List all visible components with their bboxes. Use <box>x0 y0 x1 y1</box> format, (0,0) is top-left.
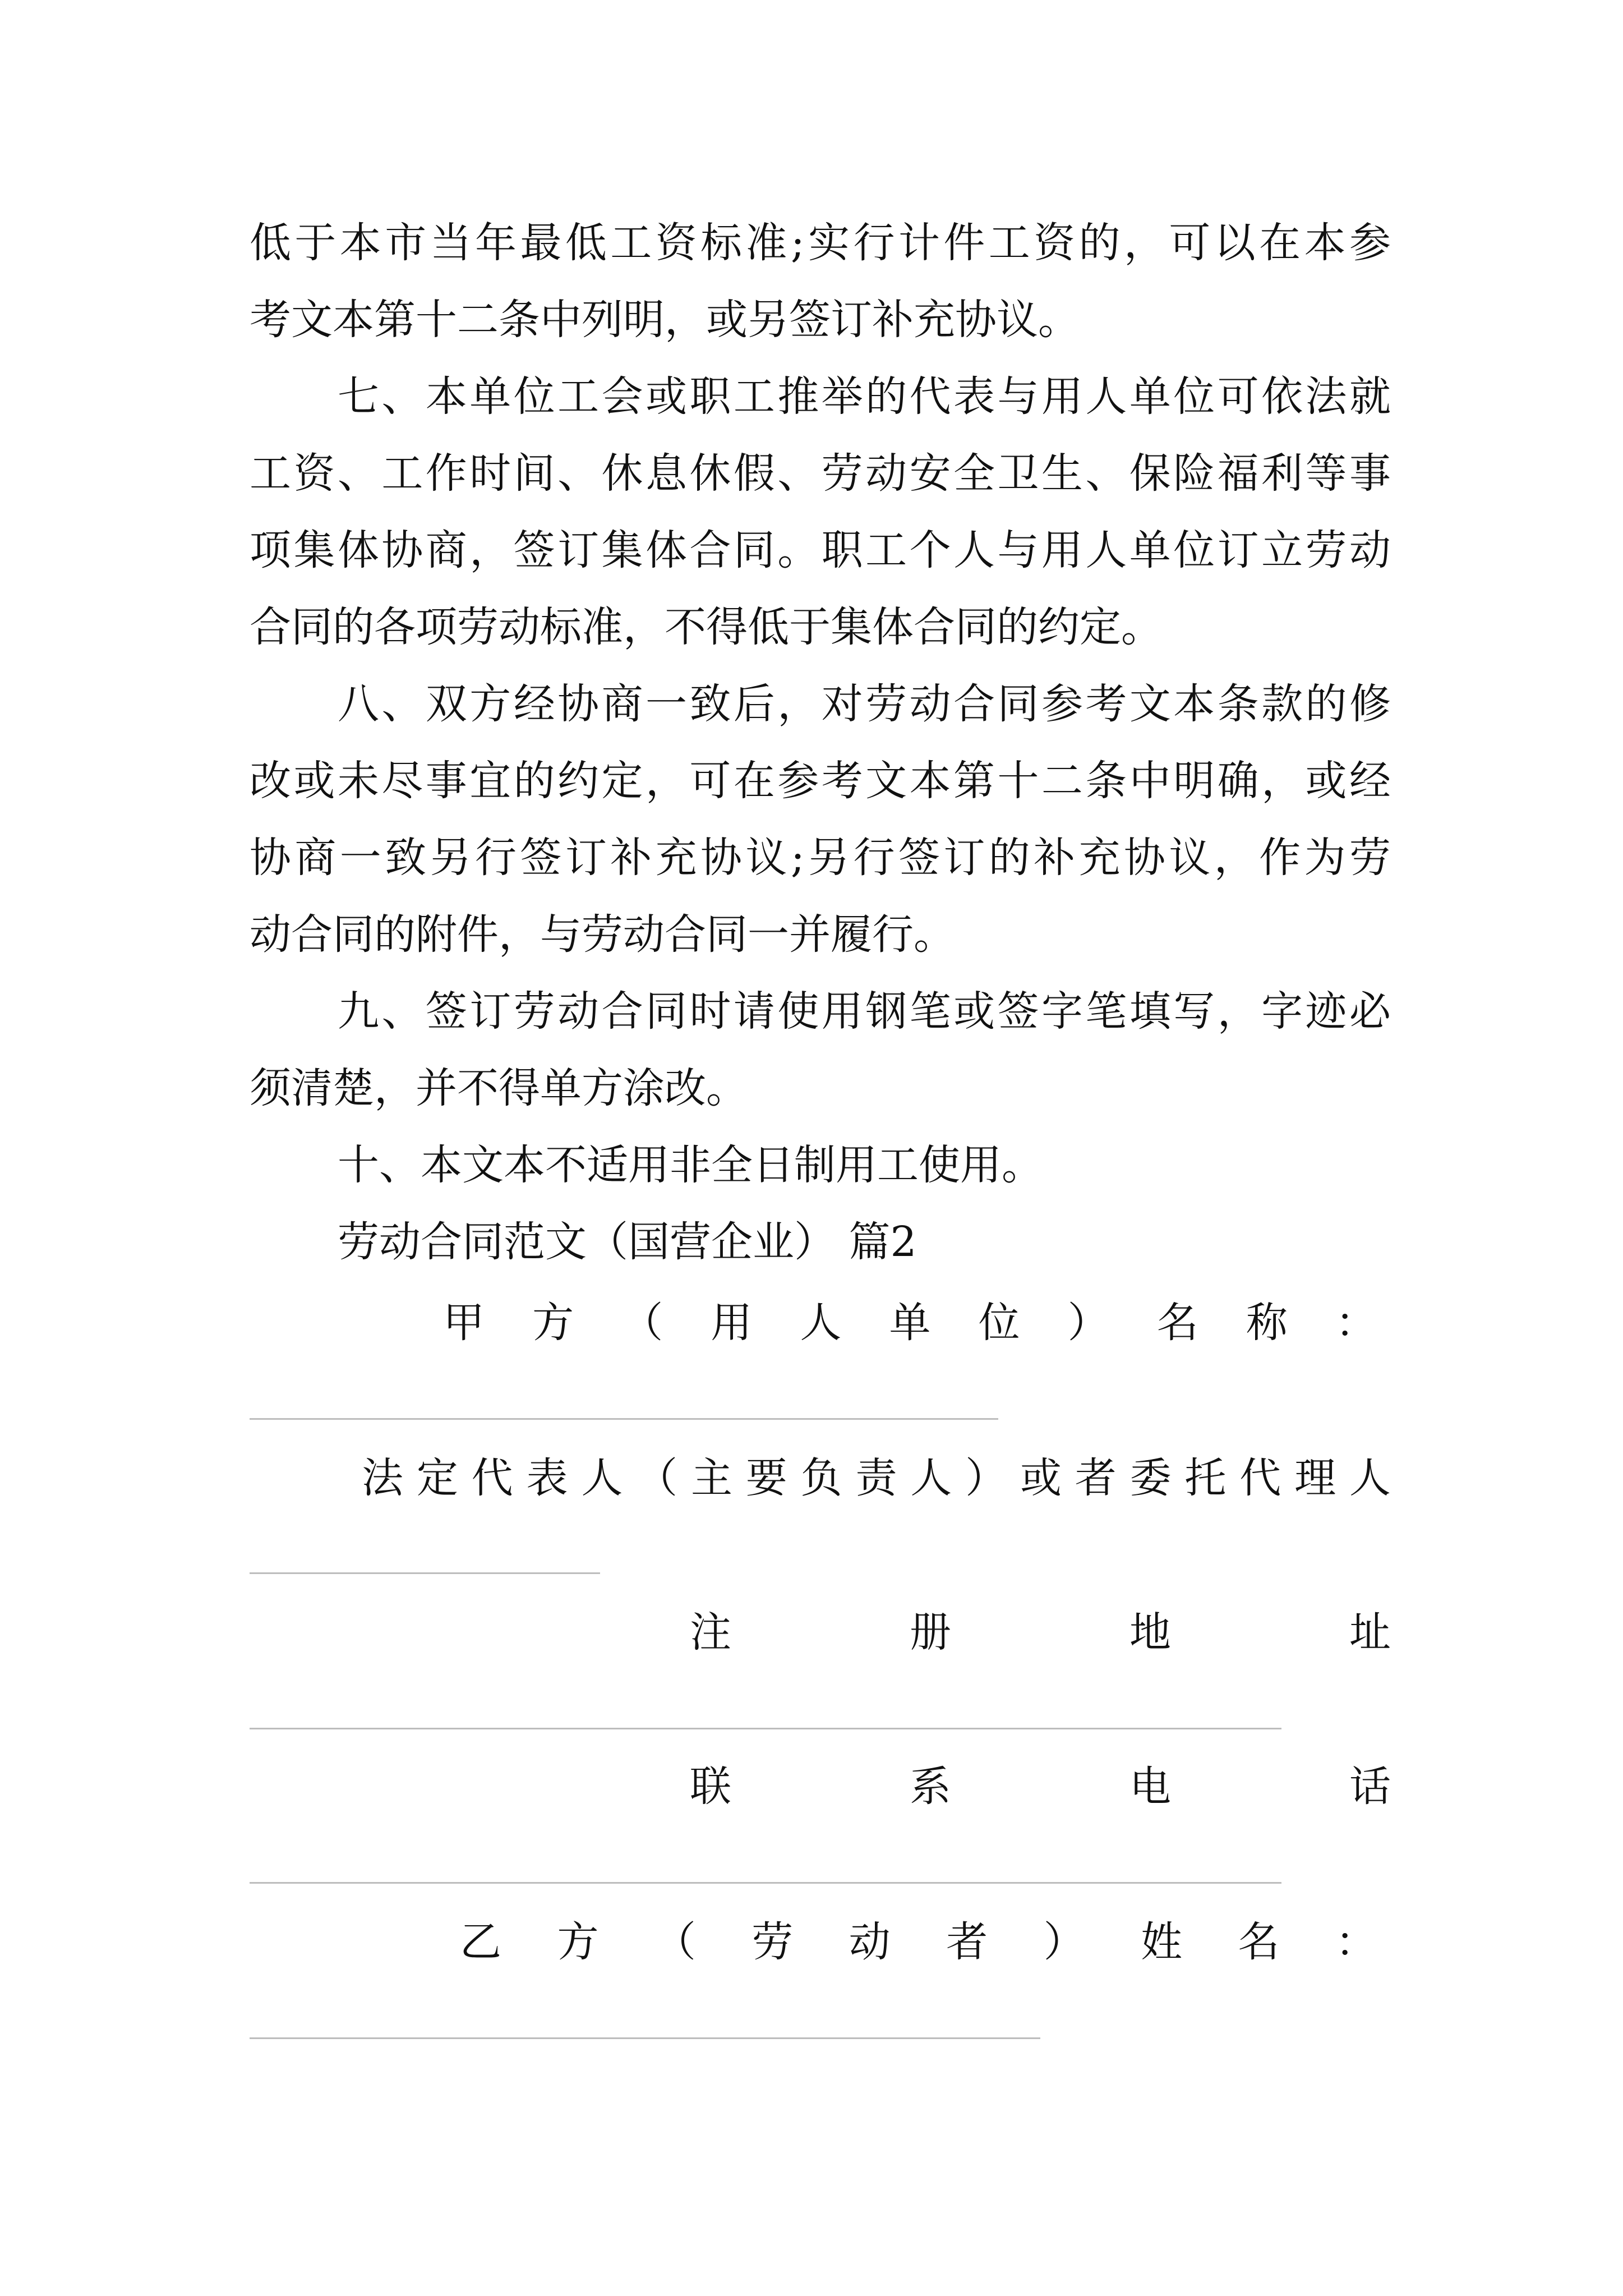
label-char: ： <box>1335 1299 1377 1347</box>
label-char: 定 <box>416 1454 458 1502</box>
label-char: 系 <box>910 1763 951 1811</box>
label-char: 位 <box>978 1299 1020 1347</box>
label-char: 地 <box>1129 1608 1171 1657</box>
paragraph-line: 十、本文本不适用非全日制用工使用。 <box>338 1141 1043 1189</box>
paragraph-line: 八、双方经协商一致后，对劳动合同参考文本条款的修 <box>338 680 1391 728</box>
paragraph-line: 低于本市当年最低工资标准;实行计件工资的，可以在本参 <box>250 219 1391 267</box>
label-char: 负 <box>800 1454 842 1502</box>
paragraph-line: 工资、工作时间、休息休假、劳动安全卫生、保险福利等事 <box>250 449 1391 498</box>
label-char: 电 <box>1129 1763 1171 1811</box>
label-char: 者 <box>946 1918 988 1966</box>
label-char: 甲 <box>443 1299 485 1347</box>
label-char: 者 <box>1075 1454 1117 1502</box>
party-b-name-label <box>460 1903 1377 1981</box>
label-char: 表 <box>526 1454 568 1502</box>
label-char: 乙 <box>460 1918 501 1966</box>
legal-representative-label <box>362 1439 1391 1517</box>
label-char: 人 <box>910 1454 952 1502</box>
paragraph-line: 考文本第十二条中列明，或另签订补充协议。 <box>250 296 1080 344</box>
label-char: 动 <box>849 1918 891 1966</box>
paragraph-line: 须清楚，并不得单方涂改。 <box>250 1064 748 1112</box>
party-a-name-label <box>443 1283 1377 1362</box>
label-char: 联 <box>690 1763 731 1811</box>
label-char: 人 <box>581 1454 623 1502</box>
label-char: 要 <box>745 1454 787 1502</box>
contact-phone-label <box>690 1747 1391 1826</box>
registered-address-label <box>690 1593 1391 1672</box>
paragraph-line: 九、签订劳动合同时请使用钢笔或签字笔填写，字迹必 <box>338 987 1391 1036</box>
label-char: 称 <box>1246 1299 1288 1347</box>
label-char: ） <box>1067 1299 1109 1347</box>
contact-phone-blank <box>250 1882 1281 1884</box>
section-title: 劳动合同范文（国营企业） 篇2 <box>338 1218 917 1266</box>
label-char: 名 <box>1156 1299 1198 1347</box>
party-a-name-blank <box>250 1418 998 1420</box>
label-char: ： <box>1335 1918 1377 1966</box>
paragraph-line: 七、本单位工会或职工推举的代表与用人单位可依法就 <box>338 372 1391 421</box>
label-char: 人 <box>800 1299 842 1347</box>
paragraph-line: 项集体协商，签订集体合同。职工个人与用人单位订立劳动 <box>250 526 1391 574</box>
party-b-name-blank <box>250 2037 1040 2039</box>
label-char: ） <box>1043 1918 1085 1966</box>
label-char: 单 <box>889 1299 931 1347</box>
label-char: ） <box>965 1454 1007 1502</box>
label-char: 法 <box>362 1454 403 1502</box>
label-char: 委 <box>1129 1454 1172 1502</box>
paragraph-line: 协商一致另行签订补充协议;另行签订的补充协议，作为劳 <box>250 834 1391 882</box>
label-char: 代 <box>1239 1454 1281 1502</box>
label-char: 册 <box>910 1608 951 1657</box>
label-char: 或 <box>1020 1454 1062 1502</box>
paragraph-line: 改或未尽事宜的约定，可在参考文本第十二条中明确，或经 <box>250 757 1391 805</box>
label-char: 托 <box>1184 1454 1227 1502</box>
label-char: 姓 <box>1141 1918 1183 1966</box>
paragraph-line: 动合同的附件，与劳动合同一并履行。 <box>250 910 955 959</box>
registered-address-blank <box>250 1728 1281 1729</box>
label-char: 用 <box>711 1299 753 1347</box>
label-char: 责 <box>855 1454 897 1502</box>
label-char: 人 <box>1349 1454 1391 1502</box>
label-char: 代 <box>471 1454 513 1502</box>
label-char: 话 <box>1349 1763 1391 1811</box>
label-char: 名 <box>1238 1918 1280 1966</box>
label-char: 方 <box>532 1299 574 1347</box>
label-char: 方 <box>557 1918 599 1966</box>
label-char: （ <box>621 1299 663 1347</box>
label-char: （ <box>636 1454 678 1502</box>
label-char: （ <box>654 1918 696 1966</box>
label-char: 主 <box>690 1454 732 1502</box>
label-char: 址 <box>1349 1608 1391 1657</box>
label-char: 理 <box>1294 1454 1336 1502</box>
label-char: 劳 <box>751 1918 794 1966</box>
label-char: 注 <box>690 1608 731 1657</box>
paragraph-line: 合同的各项劳动标准，不得低于集体合同的约定。 <box>250 603 1163 651</box>
legal-representative-blank <box>250 1572 600 1574</box>
